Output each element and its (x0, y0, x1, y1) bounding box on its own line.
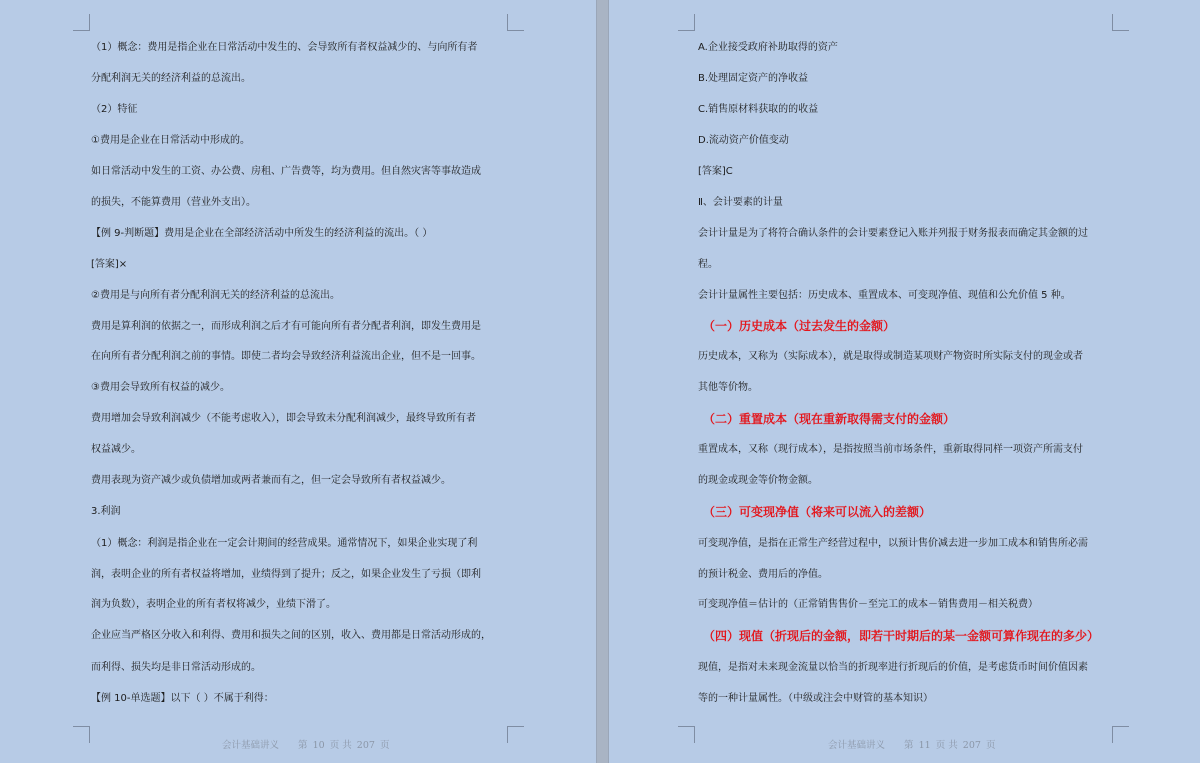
document-page-11 (609, 0, 1200, 763)
margin-corner-mark (678, 14, 695, 31)
margin-corner-mark (1112, 726, 1129, 743)
red-subheading: （一）历史成本（过去发生的金额） (703, 319, 896, 333)
paragraph-line: B.处理固定资产的净收益 (698, 73, 809, 84)
red-subheading: （四）现值（折现后的金额，即若干时期后的某一金额可算作现在的多少） (703, 629, 1100, 643)
paragraph-line: 现值，是指对未来现金流量以恰当的折现率进行折现后的价值，是考虑货币时间价值因素 (698, 662, 1088, 673)
margin-corner-mark (1112, 14, 1129, 31)
paragraph-line: [答案]× (91, 259, 128, 270)
paragraph-line: ①费用是企业在日常活动中形成的。 (91, 135, 250, 146)
page-gap (596, 0, 609, 763)
paragraph-line: 会计计量是为了将符合确认条件的会计要素登记入账并列报于财务报表而确定其金额的过 (698, 228, 1088, 239)
paragraph-line: （1）概念：费用是指企业在日常活动中发生的、会导致所有者权益减少的、与向所有者 (91, 42, 478, 53)
paragraph-line: 在向所有者分配利润之前的事情。即使二者均会导致经济利益流出企业，但不是一回事。 (91, 351, 481, 362)
margin-corner-mark (73, 14, 90, 31)
footer-page-mid: 页 共 (935, 740, 958, 751)
footer-page-suffix: 页 (379, 740, 390, 751)
paragraph-line: D.流动资产价值变动 (698, 135, 789, 146)
paragraph-line: 如日常活动中发生的工资、办公费、房租、广告费等，均为费用。但自然灾害等事故造成 (91, 166, 481, 177)
margin-corner-mark (73, 726, 90, 743)
footer-total-pages: 207 (962, 740, 981, 751)
footer-page-number: 11 (918, 740, 931, 751)
paragraph-line: 润，表明企业的所有者权益将增加，业绩得到了提升；反之，如果企业发生了亏损（即利 (91, 569, 481, 580)
red-subheading: （二）重置成本（现在重新取得需支付的金额） (703, 412, 956, 426)
paragraph-line: ②费用是与向所有者分配利润无关的经济利益的总流出。 (91, 290, 340, 301)
page-footer (828, 737, 997, 751)
footer-page-prefix: 第 (298, 740, 308, 751)
margin-corner-mark (678, 726, 695, 743)
paragraph-line: 程。 (698, 259, 718, 270)
paragraph-line: 分配利润无关的经济利益的总流出。 (91, 73, 251, 84)
paragraph-line: 会计计量属性主要包括：历史成本、重置成本、可变现净值、现值和公允价值 5 种。 (698, 290, 1071, 301)
paragraph-line: （2）特征 (91, 104, 138, 115)
paragraph-line: 等的一种计量属性。（中级或注会中财管的基本知识） (698, 693, 933, 704)
paragraph-line: 费用增加会导致利润减少（不能考虑收入），即会导致未分配利润减少，最终导致所有者 (91, 413, 476, 424)
paragraph-line: 可变现净值，是指在正常生产经营过程中，以预计售价减去进一步加工成本和销售所必需 (698, 538, 1088, 549)
paragraph-line: 历史成本，又称为（实际成本），就是取得或制造某项财产物资时所实际支付的现金或者 (698, 351, 1083, 362)
paragraph-line: C.销售原材料获取的的收益 (698, 104, 819, 115)
paragraph-line: ③费用会导致所有权益的减少。 (91, 382, 230, 393)
footer-page-prefix: 第 (904, 740, 914, 751)
paragraph-line: 的预计税金、费用后的净值。 (698, 569, 828, 580)
paragraph-line: （1）概念：利润是指企业在一定会计期间的经营成果。通常情况下，如果企业实现了利 (91, 538, 478, 549)
paragraph-line: 的损失，不能算费用（营业外支出）。 (91, 197, 256, 208)
paragraph-line: 其他等价物。 (698, 382, 758, 393)
formula-line: 可变现净值＝估计的（正常销售售价－至完工的成本－销售费用－相关税费） (698, 599, 1038, 610)
page-footer (222, 737, 391, 751)
paragraph-line: 费用表现为资产减少或负债增加或两者兼而有之，但一定会导致所有者权益减少。 (91, 475, 451, 486)
paragraph-line: [答案]C (698, 166, 733, 177)
footer-page-suffix: 页 (985, 740, 996, 751)
paragraph-line: 【例 9-判断题】费用是企业在全部经济活动中所发生的经济利益的流出。（ ） (91, 228, 433, 239)
footer-page-mid: 页 共 (329, 740, 352, 751)
paragraph-line: 【例 10-单选题】以下（ ）不属于利得： (91, 693, 274, 704)
paragraph-line: 费用是算利润的依据之一，而形成利润之后才有可能向所有者分配者利润，即发生费用是 (91, 321, 481, 332)
red-subheading: （三）可变现净值（将来可以流入的差额） (703, 505, 932, 519)
section-heading: Ⅱ、会计要素的计量 (698, 197, 783, 208)
paragraph-line: 润为负数），表明企业的所有者权将减少，业绩下滑了。 (91, 599, 336, 610)
footer-total-pages: 207 (356, 740, 375, 751)
footer-page-number: 10 (312, 740, 325, 751)
paragraph-line: 而利得、损失均是非日常活动形成的。 (91, 662, 261, 673)
paragraph-line: A.企业接受政府补助取得的资产 (698, 42, 838, 53)
paragraph-line: 3.利润 (91, 506, 121, 517)
margin-corner-mark (507, 726, 524, 743)
paragraph-line: 重置成本，又称（现行成本），是指按照当前市场条件，重新取得同样一项资产所需支付 (698, 444, 1083, 455)
margin-corner-mark (507, 14, 524, 31)
paragraph-line: 的现金或现金等价物金额。 (698, 475, 818, 486)
footer-title: 会计基础讲义 (828, 740, 886, 751)
footer-title: 会计基础讲义 (222, 740, 280, 751)
paragraph-line: 权益减少。 (91, 444, 141, 455)
document-page-10 (0, 0, 596, 763)
paragraph-line: 企业应当严格区分收入和利得、费用和损失之间的区别，收入、费用都是日常活动形成的， (91, 630, 491, 641)
